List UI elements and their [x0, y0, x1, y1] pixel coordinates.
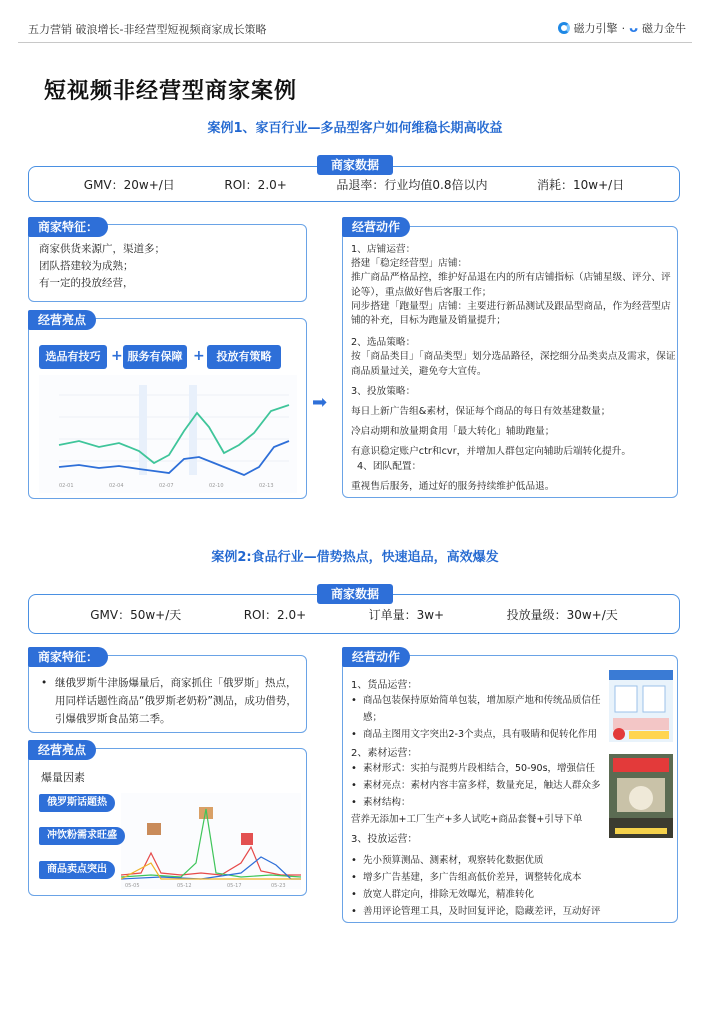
case1-action-1: 1、店铺运营：	[351, 244, 416, 255]
case1-btn-selection: 选品有技巧	[39, 345, 107, 369]
case1-data-pill: 商家数据	[317, 155, 393, 175]
case2-trend-chart-image	[121, 793, 301, 889]
case1-action-3: 推广商品严格品控，维护好品退在内的所有店铺指标（店铺星级、评分、评论等），重点做好售后客服工作；	[351, 272, 671, 298]
case2-data-pill: 商家数据	[317, 584, 393, 604]
case2-section-2-list	[349, 760, 609, 811]
case2-s1-item-1: • 商品包装保持原始简单包装，增加原产地和传统品质信任感；	[349, 692, 609, 726]
case2-s2-extra: 营养无添加+工厂生产+多人试吃+商品套餐+引导下单	[351, 814, 583, 825]
case1-highlights-tag: 经营亮点	[28, 310, 96, 330]
case2-section-3: 3、投放运营：	[351, 834, 418, 845]
case1-actions-panel	[342, 226, 678, 498]
svg-text:02-01: 02-01	[59, 483, 74, 489]
case1-trend-chart-image	[39, 375, 297, 493]
svg-text:02-04: 02-04	[109, 483, 124, 489]
case2-section-1-list	[349, 692, 609, 743]
svg-text:02-07: 02-07	[159, 483, 174, 489]
case2-s3-item-1: • 先小预算测品、测素材，观察转化数据优质	[349, 852, 675, 869]
case2-s1-item-2: • 商品主图用文字突出2-3个卖点，具有吸睛和促转化作用	[349, 726, 609, 743]
product-image-video-frame	[609, 754, 673, 838]
case2-s3-item-2: • 增多广告基建，多广告组高低价差异，调整转化成本	[349, 869, 675, 886]
case2-s2-item-2: • 素材亮点：素材内容丰富多样，数量充足，触达人群众多	[349, 777, 609, 794]
case2-actions-tag: 经营动作	[342, 647, 410, 667]
case1-trait-1: 商家供货来源广，渠道多；	[39, 243, 165, 255]
header-title: 五力营销 破浪增长-非经营型短视频商家成长策略	[28, 23, 267, 36]
case2-factor-2: 冲饮粉需求旺盛	[39, 827, 125, 845]
case1-stat-return-rate: 品退率：行业均值0.8倍以内	[336, 177, 488, 192]
case2-factor-1: 俄罗斯话题热	[39, 794, 115, 812]
case1-action-2: 搭建「稳定经营型」店铺：	[351, 258, 468, 270]
svg-text:05-17: 05-17	[227, 883, 242, 889]
bullet-icon: •	[41, 677, 48, 689]
svg-text:05-12: 05-12	[177, 883, 192, 889]
case1-btn-service: 服务有保障	[123, 345, 187, 369]
case1-stat-spend: 消耗：10w+/日	[537, 177, 625, 192]
case2-title: 案例2:食品行业—借势热点，快速追品，高效爆发	[211, 550, 499, 565]
case2-highlights-tag: 经营亮点	[28, 740, 96, 760]
case2-factors-title: 爆量因素	[41, 771, 85, 784]
case1-action-4: 同步搭建「跑量型」店铺：主要进行新品测试及跟品型商品，作为经营型店铺的补充，目标为跑量及销量提升；	[351, 300, 671, 327]
brand-cili-engine: 磁力引擎	[573, 22, 618, 35]
case1-action-5: 2、选品策略：	[351, 337, 416, 349]
case2-stat-orders: 订单量：3w+	[368, 607, 445, 622]
case2-traits-tag: 商家特征：	[28, 647, 108, 667]
cili-engine-logo-icon	[558, 22, 570, 34]
product-image-milk-powder	[609, 670, 673, 742]
case1-trait-2: 团队搭建较为成熟；	[39, 260, 134, 272]
brand-cili-jinniu: 磁力金牛	[642, 22, 686, 35]
case1-trait-3: 有一定的投放经营，	[39, 277, 134, 289]
jinniu-logo-icon: ᴗ	[629, 20, 638, 36]
case1-btn-ads: 投放有策略	[207, 345, 281, 369]
case1-action-7: 3、投放策略：	[351, 385, 416, 397]
case2-section-1: 1、货品运营：	[351, 680, 418, 691]
case2-s3-item-4: • 善用评论管理工具，及时回复评论，隐藏差评，互动好评	[349, 903, 675, 920]
case1-action-10: 有意识稳定账户ctr和cvr，并增加人群包定向辅助后端转化提升。	[351, 446, 632, 458]
case2-section-3-list	[349, 852, 675, 920]
case1-action-11: 4、团队配置：	[357, 460, 422, 472]
case2-stat-gmv: GMV：50w+/天	[90, 607, 182, 622]
case1-actions-tag: 经营动作	[342, 217, 410, 237]
case1-action-8: 每日上新广告组&素材，保证每个商品的每日有效基建数量；	[351, 406, 611, 418]
svg-text:05-05: 05-05	[125, 883, 140, 889]
case1-stat-gmv: GMV：20w+/日	[83, 177, 175, 192]
case2-stat-roi: ROI：2.0+	[243, 607, 307, 622]
case1-stat-roi: ROI：2.0+	[224, 177, 287, 192]
case2-highlights-panel	[28, 748, 307, 896]
case2-actions-panel	[342, 655, 678, 923]
case2-trait: 继俄罗斯牛津肠爆量后，商家抓住「俄罗斯」热点，用同样话题性商品“俄罗斯老奶粉”测品，成功借势，引爆俄罗斯食品第二季。	[55, 677, 297, 725]
case1-action-9: 冷启动期和放量期食用「最大转化」辅助跑量；	[351, 426, 555, 438]
svg-text:02-10: 02-10	[209, 483, 224, 489]
case2-s3-item-3: • 放宽人群定向，排除无效曝光，精准转化	[349, 886, 675, 903]
svg-text:05-23: 05-23	[271, 883, 286, 889]
page-title: 短视频非经营型商家案例	[44, 79, 298, 104]
header-divider	[18, 42, 692, 43]
case1-action-6: 按「商品类目」「商品类型」划分选品路径，深挖细分品类卖点及需求，保证商品质量过关，避免夸大宣传。	[351, 351, 676, 377]
arrow-right-icon: ➡	[312, 392, 328, 413]
plus-icon: +	[111, 348, 123, 364]
plus-icon: +	[193, 348, 205, 364]
case2-s2-item-1: • 素材形式：实拍与混剪片段相结合，50-90s，增强信任	[349, 760, 609, 777]
case2-section-2: 2、素材运营：	[351, 748, 418, 759]
case1-highlights-panel	[28, 318, 307, 499]
brand-separator: ·	[621, 21, 626, 35]
case2-s2-item-3: • 素材结构：	[349, 794, 609, 811]
case2-factor-3: 商品卖点突出	[39, 861, 115, 879]
svg-text:02-13: 02-13	[259, 483, 274, 489]
header-brands	[558, 20, 686, 36]
case1-traits-tag: 商家特征：	[28, 217, 108, 237]
case1-action-12: 重视售后服务，通过好的服务持续维护低品退。	[351, 480, 555, 492]
case2-stat-spend: 投放量级：30w+/天	[506, 607, 618, 622]
case1-title: 案例1、家百行业—多品型客户如何维稳长期高收益	[207, 121, 503, 136]
